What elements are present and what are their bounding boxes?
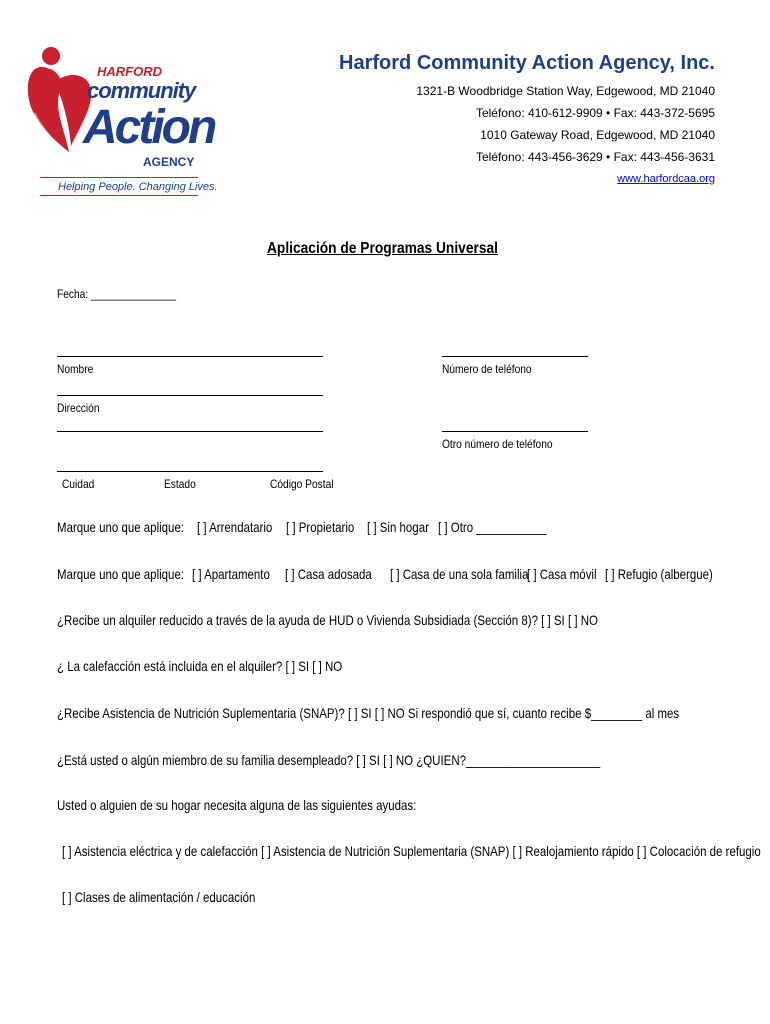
address-2: 1010 Gateway Road, Edgewood, MD 21040 xyxy=(480,128,715,142)
nombre-label: Nombre xyxy=(57,362,94,376)
logo-community: community xyxy=(87,78,196,103)
logo-harford: HARFORD xyxy=(97,64,162,79)
address-1: 1321-B Woodbridge Station Way, Edgewood, MD 21040 xyxy=(416,84,715,98)
option-casa-familia[interactable]: [ ] Casa de una sola familia xyxy=(390,566,529,582)
needs-options-row-1[interactable]: [ ] Asistencia eléctrica y de calefacción [ ] Asistencia de Nutrición Suplementaria (SNAP) [ ] Realojamiento rápido [ ] Colocación de refugio xyxy=(62,843,761,859)
ciudad-line[interactable] xyxy=(57,471,323,472)
direccion-line-2[interactable] xyxy=(57,431,323,432)
website-link[interactable]: www.harfordcaa.org xyxy=(617,173,715,185)
logo-divider xyxy=(40,195,198,196)
phone-1: Teléfono: 410-612-9909 • Fax: 443-372-5695 xyxy=(475,106,715,120)
estado-label: Estado xyxy=(164,477,196,491)
codigo-postal-label: Código Postal xyxy=(270,477,334,491)
nombre-line[interactable] xyxy=(57,356,323,357)
housing-question: Marque uno que aplique: xyxy=(57,519,185,535)
needs-question: Usted o alguien de su hogar necesita alguna de las siguientes ayudas: xyxy=(57,797,417,813)
option-refugio[interactable]: [ ] Refugio (albergue) xyxy=(605,566,713,582)
snap-question[interactable]: ¿Recibe Asistencia de Nutrición Suplementaria (SNAP)? [ ] SI [ ] NO Si respondió que sí, cuanto recibe $________ al mes xyxy=(57,705,680,721)
option-sin-hogar[interactable]: [ ] Sin hogar xyxy=(367,519,429,535)
hud-question[interactable]: ¿Recibe un alquiler reducido a través de la ayuda de HUD o Vivienda Subsidiada (Sección 8)? [ ] SI [ ] NO xyxy=(57,612,598,628)
direccion-line[interactable] xyxy=(57,395,323,396)
heat-question[interactable]: ¿ La calefacción está incluida en el alquiler? [ ] SI [ ] NO xyxy=(57,658,343,674)
org-name: Harford Community Action Agency, Inc. xyxy=(339,52,715,74)
otro-telefono-label: Otro número de teléfono xyxy=(442,437,553,451)
telefono-line[interactable] xyxy=(442,356,588,357)
option-apartamento[interactable]: [ ] Apartamento xyxy=(192,566,270,582)
option-propietario[interactable]: [ ] Propietario xyxy=(286,519,355,535)
fecha-field[interactable]: Fecha: _______________ xyxy=(57,287,177,301)
type-question: Marque uno que aplique: xyxy=(57,566,185,582)
option-casa-movil[interactable]: [ ] Casa móvil xyxy=(527,566,597,582)
needs-options-row-2[interactable]: [ ] Clases de alimentación / educación xyxy=(62,889,256,905)
logo-action: Action xyxy=(83,101,215,154)
option-arrendatario[interactable]: [ ] Arrendatario xyxy=(197,519,273,535)
phone-2: Teléfono: 443-456-3629 • Fax: 443-456-3631 xyxy=(475,150,715,164)
ciudad-label: Cuidad xyxy=(62,477,95,491)
agency-logo xyxy=(25,42,218,202)
telefono-label: Número de teléfono xyxy=(442,362,532,376)
otro-telefono-line[interactable] xyxy=(442,431,588,432)
logo-divider xyxy=(40,177,198,178)
logo-agency: AGENCY xyxy=(143,155,195,169)
form-title: Aplicación de Programas Universal xyxy=(267,240,498,257)
option-otro[interactable]: [ ] Otro ___________ xyxy=(438,519,547,535)
logo-tagline: Helping People. Changing Lives. xyxy=(58,181,218,193)
option-casa-adosada[interactable]: [ ] Casa adosada xyxy=(285,566,372,582)
direccion-label: Dirección xyxy=(57,401,100,415)
unemployed-question[interactable]: ¿Está usted o algún miembro de su familia desempleado? [ ] SI [ ] NO ¿QUIEN?_____________________ xyxy=(57,752,601,768)
